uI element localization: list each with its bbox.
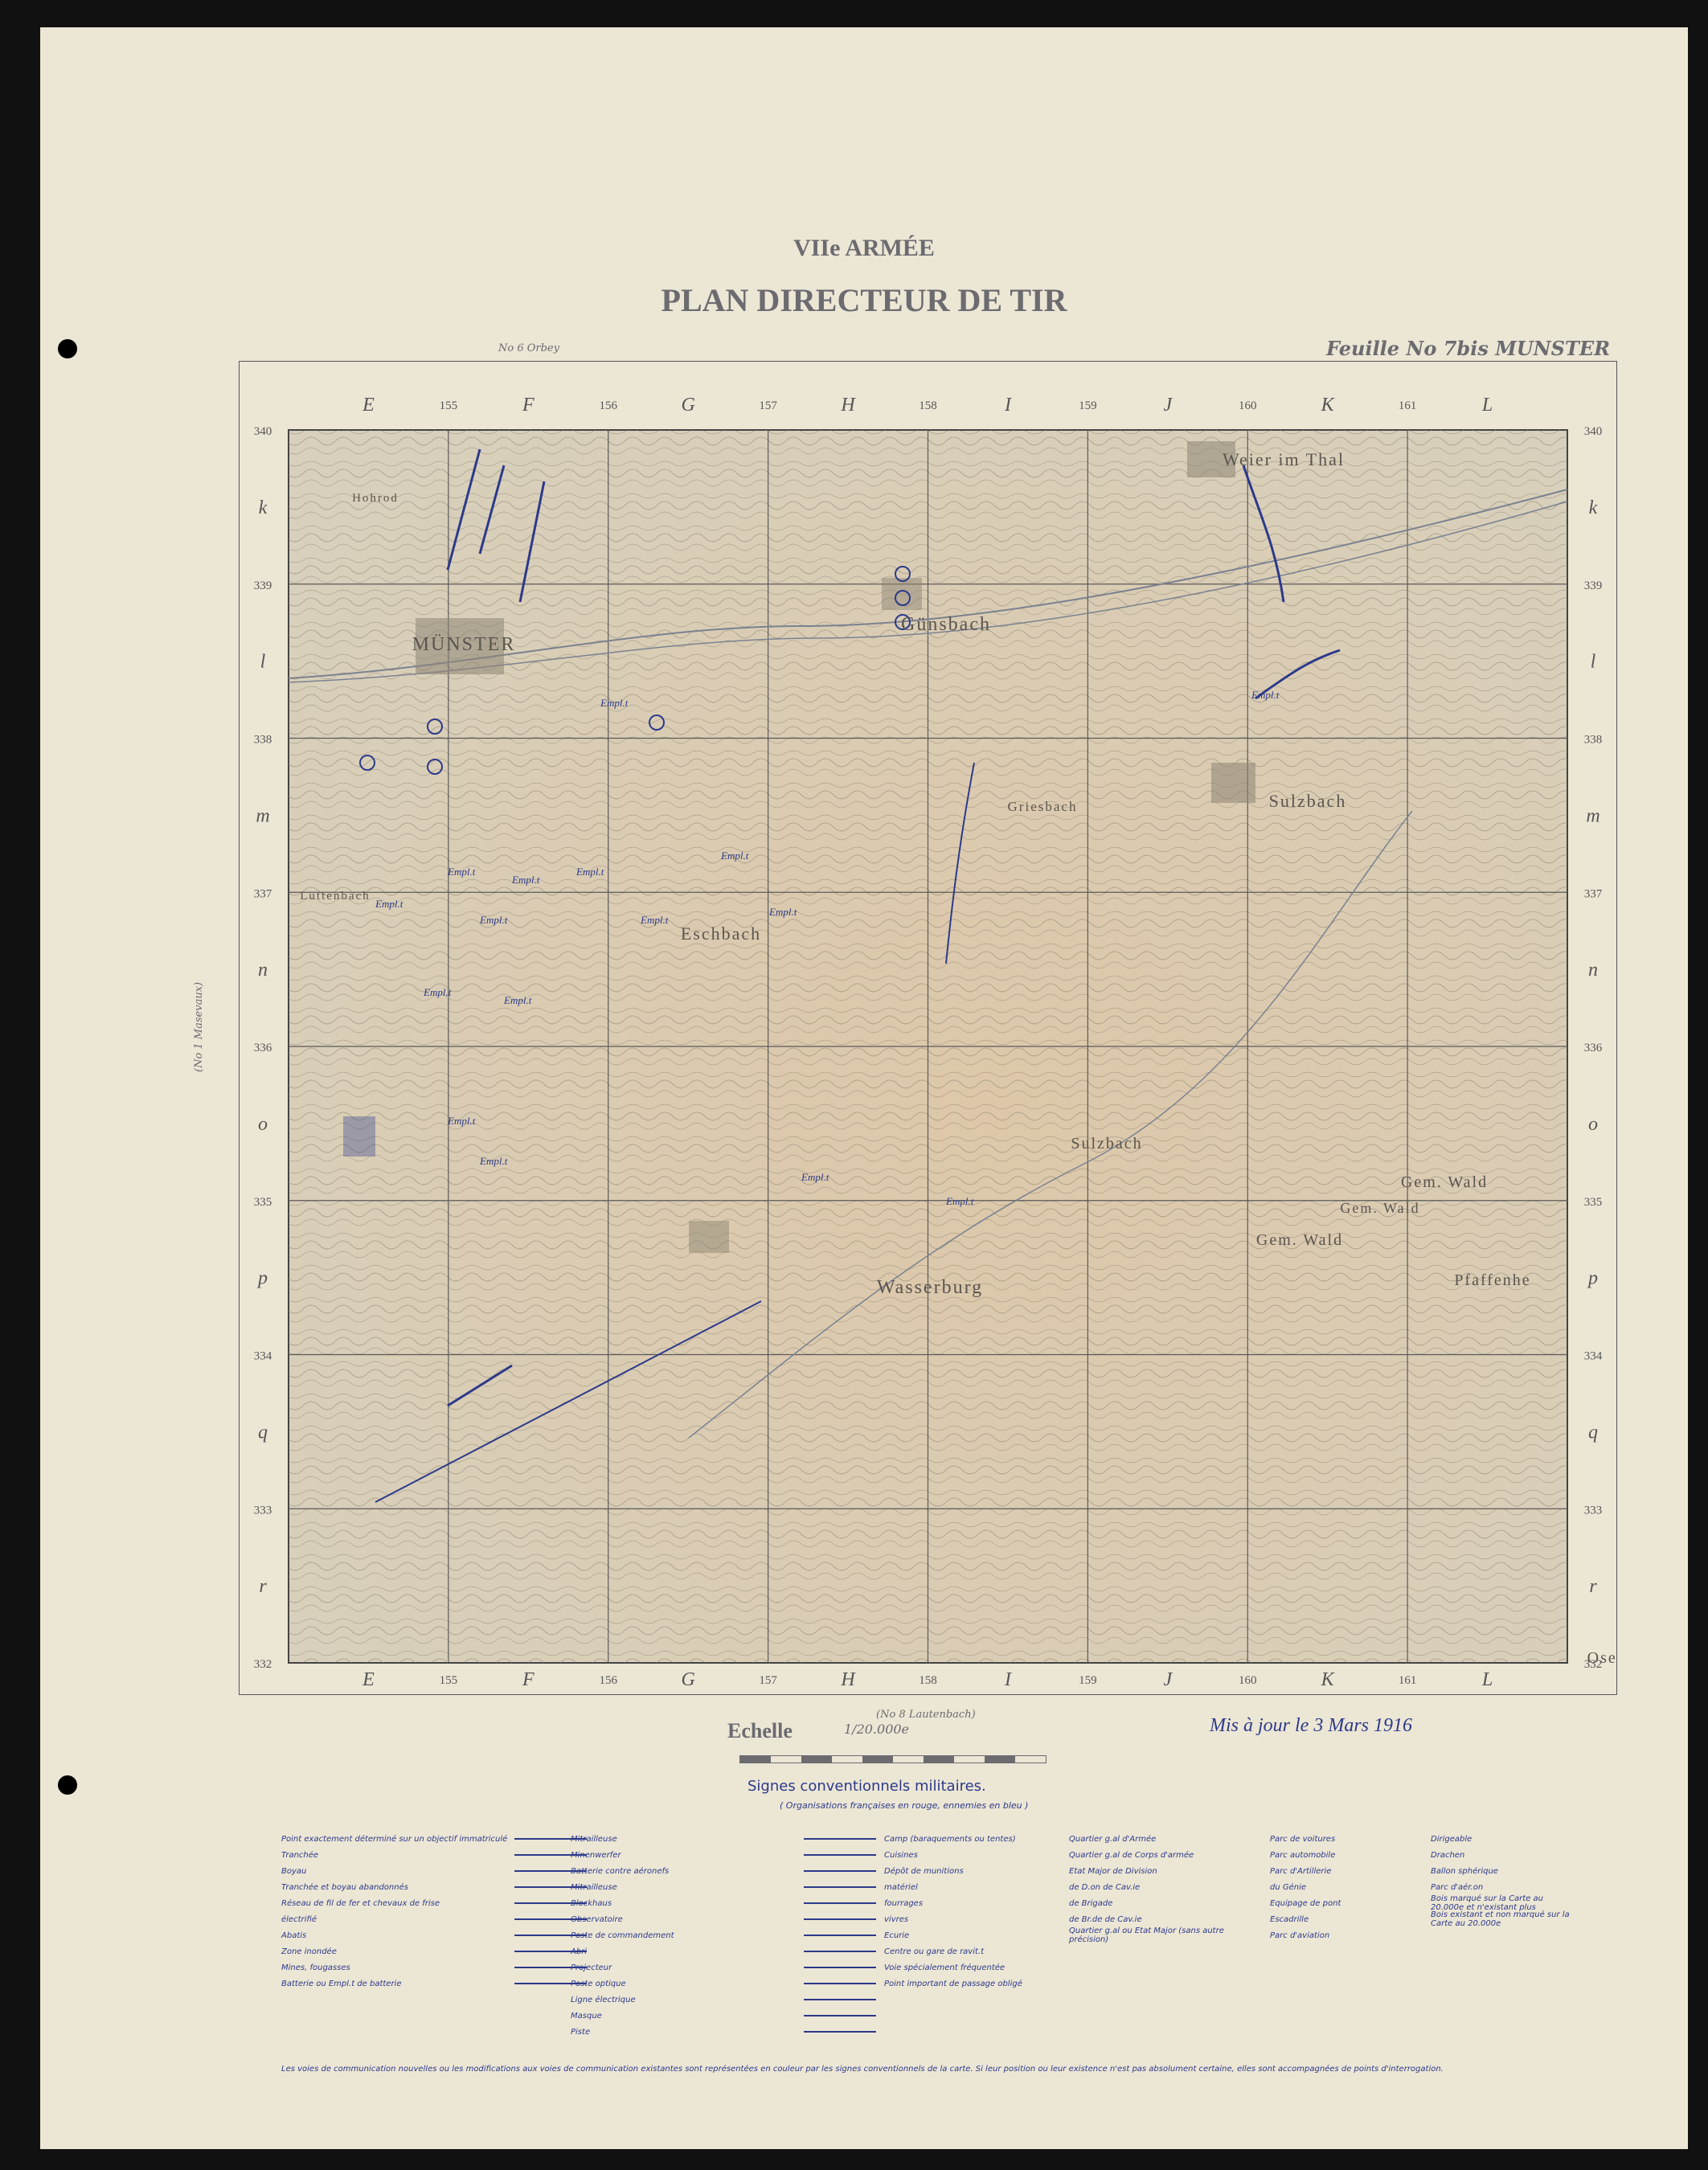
col-number-top: 161 [1398,399,1417,412]
legend-item-label: Masque [571,2011,602,2021]
col-number-top: 157 [759,399,777,412]
legend-symbol [804,1838,876,1840]
row-letter-left: q [258,1422,268,1443]
legend-item-label: de Br.de de Cav.ie [1069,1914,1142,1924]
place-name: Weier im Thal [1222,449,1346,469]
emplacement-label: Empl.t [375,898,403,910]
punch-hole [58,1775,77,1795]
emplacement-label: Empl.t [448,866,476,878]
legend-item-label: Voie spécialement fréquentée [884,1963,1006,1972]
legend-item-label: Camp (baraquements ou tentes) [884,1834,1016,1844]
legend-item-label: Dirigeable [1431,1834,1472,1844]
col-number-top: 156 [599,399,617,412]
legend-item [1069,1831,1230,1847]
col-letter-bottom: K [1321,1669,1334,1690]
legend-item [281,1863,587,1879]
west-neighbor-label: (No 1 Masevaux) [193,981,205,1072]
legend-item [571,1863,876,1879]
legend-item-label: Ecurie [884,1930,910,1940]
legend-item [1069,1863,1230,1879]
col-number-top: 158 [919,399,937,412]
map-sheet [40,27,1688,2149]
place-name: Sulzbach [1268,791,1347,811]
legend-column-1 [281,1831,587,1992]
legend-symbol [804,1918,876,1920]
legend-item [571,1976,876,1992]
col-number-bottom: 156 [599,1674,617,1687]
legend-item-label: Cuisines [884,1850,918,1860]
legend-item [571,1959,876,1976]
legend-item [571,1992,876,2008]
scale-ratio: 1/20.000e [844,1722,910,1737]
legend-item-label: Batterie ou Empl.t de batterie [281,1979,402,1988]
topographic-map [239,361,1617,1695]
col-number-top: 155 [439,399,458,412]
row-number-right: 335 [1583,1195,1603,1209]
legend-item-label: Piste [571,2027,591,2037]
map-canvas [239,361,1617,1695]
legend-item-label: Parc d'aér.on [1431,1882,1484,1892]
legend-item-label: Parc d'aviation [1270,1930,1330,1940]
legend-item-label: Tranchée et boyau abandonnés [281,1882,408,1892]
col-letter-bottom: F [522,1669,535,1690]
col-letter-bottom: I [1004,1669,1011,1690]
row-number-right: 338 [1583,733,1603,747]
legend-item [571,1943,876,1959]
emplacement-label: Empl.t [721,850,749,862]
legend-item-label: Escadrille [1270,1914,1309,1924]
legend-column-5 [1270,1831,1407,1943]
legend-item [1431,1911,1575,1927]
legend-item [884,1927,1045,1943]
row-number-left: 334 [253,1349,272,1363]
legend-item-label: Tranchée [281,1850,319,1860]
row-number-left: 336 [253,1042,272,1054]
place-name: MÜNSTER [412,634,516,655]
north-neighbor-label: No 6 Orbey [498,342,559,354]
col-letter-top: H [841,395,855,416]
legend-item-label: Quartier g.al d'Armée [1069,1834,1157,1844]
legend-item [1270,1911,1407,1927]
legend-item [281,1959,587,1976]
legend-title: Signes conventionnels militaires. [748,1778,986,1795]
legend-item-label: Mitrailleuse [571,1882,617,1892]
legend-symbol [804,1854,876,1856]
legend-item [884,1959,1045,1976]
legend-item [1431,1847,1575,1863]
legend-item-label: vivres [884,1914,909,1924]
col-letter-top: G [681,395,695,416]
col-letter-bottom: H [841,1669,855,1690]
legend-item-label: électrifié [281,1914,317,1924]
legend-item [1270,1895,1407,1911]
row-letter-left: k [258,497,268,518]
col-letter-top: L [1481,395,1493,416]
scale-label: Echelle [727,1719,793,1742]
emplacement-label: Empl.t [769,906,797,918]
legend-item-label: Batterie contre aéronefs [571,1866,670,1876]
place-name: Pfaffenhe [1454,1271,1531,1289]
row-letter-left: r [259,1576,267,1598]
col-number-bottom: 155 [439,1674,458,1687]
emplacement-label: Empl.t [946,1195,974,1207]
row-letter-right: l [1590,651,1596,673]
emplacement-label: Empl.t [504,994,532,1006]
legend-item [281,1895,587,1911]
legend-symbol [804,1967,876,1968]
legend-item-label: Parc automobile [1270,1850,1336,1860]
place-name: Sulzbach [1071,1135,1143,1153]
legend-item [884,1943,1045,1959]
emplacement-label: Empl.t [424,986,452,998]
row-number-right: 336 [1583,1042,1603,1054]
legend-symbol [804,1886,876,1888]
col-letter-top: E [362,395,375,416]
legend-item [281,1831,587,1847]
legend-item-label: de D.on de Cav.ie [1069,1882,1141,1892]
place-name: Hohrod [352,492,399,505]
legend-item [571,1831,876,1847]
legend-item [884,1863,1045,1879]
legend-item [1069,1895,1230,1911]
legend-symbol [804,1999,876,2000]
row-number-right: 334 [1583,1349,1603,1363]
legend-item-label: Zone inondée [281,1947,337,1956]
row-letter-left: l [260,651,266,673]
legend-item [884,1879,1045,1895]
emplacement-label: Empl.t [480,914,508,926]
col-number-top: 159 [1079,399,1097,412]
place-name: Gem. Wald [1255,1231,1344,1249]
legend-item-label: Point important de passage obligé [884,1979,1022,1988]
legend-symbol [804,1902,876,1904]
legend-item-label: Etat Major de Division [1069,1866,1157,1876]
legend-item-label: Ballon sphérique [1431,1866,1498,1876]
legend-item [1069,1847,1230,1863]
row-number-left: 332 [253,1658,272,1671]
row-number-left: 333 [253,1504,272,1517]
legend-item [884,1911,1045,1927]
legend-item-label: de Brigade [1069,1898,1113,1908]
legend-item-label: Quartier g.al ou Etat Major (sans autre précision) [1069,1926,1224,1944]
legend-item [1431,1895,1575,1911]
row-number-right: 337 [1583,887,1603,901]
legend-item-label: Equipage de pont [1270,1898,1341,1908]
col-letter-top: F [522,395,535,416]
legend-item [571,1895,876,1911]
col-letter-top: J [1163,395,1173,416]
legend-item [1431,1831,1575,1847]
legend-item [1431,1863,1575,1879]
legend-item [1270,1927,1407,1943]
legend-item-label: Poste optique [571,1979,626,1988]
legend-item [1431,1879,1575,1895]
col-number-bottom: 159 [1079,1674,1097,1687]
legend-item [1069,1927,1230,1943]
place-name: Günsbach [901,614,991,635]
legend-item-label: Quartier g.al de Corps d'armée [1069,1850,1194,1860]
legend-item [1069,1911,1230,1927]
legend-column-4 [1069,1831,1230,1943]
legend-item [1069,1879,1230,1895]
row-number-right: 340 [1583,425,1603,438]
scale-bar [739,1755,1047,1763]
legend-column-2 [571,1831,876,2040]
legend-item [571,1879,876,1895]
legend-item-label: Abatis [281,1930,307,1940]
row-letter-left: m [256,805,270,827]
legend-item-label: Bois existant et non marqué sur la Carte au 20.000e [1431,1910,1570,1928]
legend-item [571,1927,876,1943]
legend-item [571,2008,876,2024]
row-letter-right: q [1588,1422,1598,1443]
row-number-left: 335 [253,1195,272,1209]
row-letter-left: n [258,960,268,981]
legend-symbol [804,2031,876,2033]
legend-item-label: fourrages [884,1898,924,1908]
row-letter-right: n [1588,960,1598,981]
row-letter-right: m [1586,805,1600,827]
legend-item-label: Projecteur [571,1963,612,1972]
legend-item [281,1943,587,1959]
col-number-bottom: 157 [759,1674,777,1687]
legend-item [1270,1863,1407,1879]
place-name: Gem. Wald [1400,1173,1489,1191]
row-letter-left: o [258,1113,268,1135]
row-letter-right: o [1588,1113,1598,1135]
row-number-right: 339 [1583,579,1603,592]
col-letter-bottom: G [681,1669,695,1690]
legend-item-label: Abri [571,1947,588,1956]
south-neighbor-label: (No 8 Lautenbach) [876,1709,976,1721]
col-letter-bottom: E [362,1669,375,1690]
legend-item-label: Réseau de fil de fer et chevaux de frise [281,1898,440,1908]
emplacement-label: Empl.t [801,1171,829,1183]
legend-item [884,1847,1045,1863]
legend-item-label: Poste de commandement [571,1930,674,1940]
legend-item [281,1879,587,1895]
legend-item-label: Parc d'Artillerie [1270,1866,1332,1876]
place-name: Luttenbach [300,890,371,903]
legend-item [884,1895,1045,1911]
legend-item-label: Mines, fougasses [281,1963,350,1972]
emplacement-label: Empl.t [480,1155,508,1167]
sheet-title: PLAN DIRECTEUR DE TIR [661,282,1067,318]
legend-item [571,1911,876,1927]
emplacement-label: Empl.t [576,866,604,878]
legend-item [571,2024,876,2040]
col-letter-bottom: J [1163,1669,1173,1690]
col-number-bottom: 160 [1239,1674,1257,1687]
legend-item-label: Drachen [1431,1850,1465,1860]
update-note: Mis à jour le 3 Mars 1916 [1210,1715,1412,1736]
legend-item-label: Boyau [281,1866,307,1876]
legend-symbol [804,2015,876,2016]
row-number-right: 333 [1583,1504,1603,1517]
emplacement-label: Empl.t [1251,689,1280,701]
legend-item [281,1847,587,1863]
col-letter-top: I [1004,395,1011,416]
legend-item [281,1911,587,1927]
legend-item-label: Blockhaus [571,1898,612,1908]
legend-item-label: du Génie [1270,1882,1307,1892]
row-letter-right: p [1588,1267,1598,1289]
legend-symbol [804,1935,876,1936]
row-number-left: 338 [253,733,272,747]
emplacement-label: Empl.t [600,697,629,709]
legend-item-label: Mitrailleuse [571,1834,617,1844]
place-name: Eschbach [680,923,762,944]
legend-item-label: Centre ou gare de ravit.t [884,1947,985,1956]
legend-item-label: Ligne électrique [571,1995,636,2004]
row-letter-right: r [1589,1576,1597,1598]
place-name: Ose [1587,1649,1617,1667]
col-number-top: 160 [1239,399,1257,412]
row-number-left: 340 [253,425,272,438]
legend-item [281,1976,587,1992]
legend-item [884,1976,1045,1992]
army-title: VIIe ARMÉE [793,235,935,261]
legend-item-label: Parc de voitures [1270,1834,1336,1844]
legend-column-3 [884,1831,1045,1992]
row-number-left: 337 [253,887,272,901]
row-number-right: 332 [1583,1658,1603,1671]
legend-item [1270,1847,1407,1863]
punch-hole [58,339,77,358]
emplacement-label: Empl.t [641,914,669,926]
legend-symbol [804,1870,876,1872]
legend-item-label: Minenwerfer [571,1850,621,1860]
legend-column-6 [1431,1831,1575,1927]
place-name: Gem. Wald [1340,1200,1420,1216]
sheet-number: Feuille No 7bis MUNSTER [1326,337,1611,360]
legend-item [281,1927,587,1943]
col-letter-bottom: L [1481,1669,1493,1690]
row-number-left: 339 [253,579,272,592]
legend-item [884,1831,1045,1847]
legend-symbol [804,1983,876,1984]
legend-item-label: matériel [884,1882,918,1892]
legend-item-label: Point exactement déterminé sur un objectif immatriculé [281,1834,508,1844]
legend-subtitle: ( Organisations françaises en rouge, ennemies en bleu ) [780,1800,1029,1811]
emplacement-label: Empl.t [448,1115,476,1127]
row-letter-right: k [1588,497,1598,518]
legend-item-label: Observatoire [571,1914,623,1924]
legend-item-label: Dépôt de munitions [884,1866,964,1876]
col-number-bottom: 161 [1398,1674,1417,1687]
legend-footnote: Les voies de communication nouvelles ou les modifications aux voies de communication existantes sont représentées en couleur par les signes conventionnels de la carte. Si leur position ou leur existence n'est pas absolument certaine, elles sont accompagnées de points d'interrogation. [281,2065,1444,2074]
emplacement-label: Empl.t [512,874,540,886]
place-name: Griesbach [1007,799,1078,814]
row-letter-left: p [258,1267,268,1289]
col-letter-top: K [1321,395,1334,416]
legend-item [571,1847,876,1863]
legend-symbol [804,1951,876,1952]
legend-item [1270,1831,1407,1847]
legend-item [1270,1879,1407,1895]
legend-item-label: Bois marqué sur la Carte au 20.000e et n'existant plus [1431,1894,1544,1912]
place-name: Wasserburg [876,1277,984,1298]
col-number-bottom: 158 [919,1674,937,1687]
